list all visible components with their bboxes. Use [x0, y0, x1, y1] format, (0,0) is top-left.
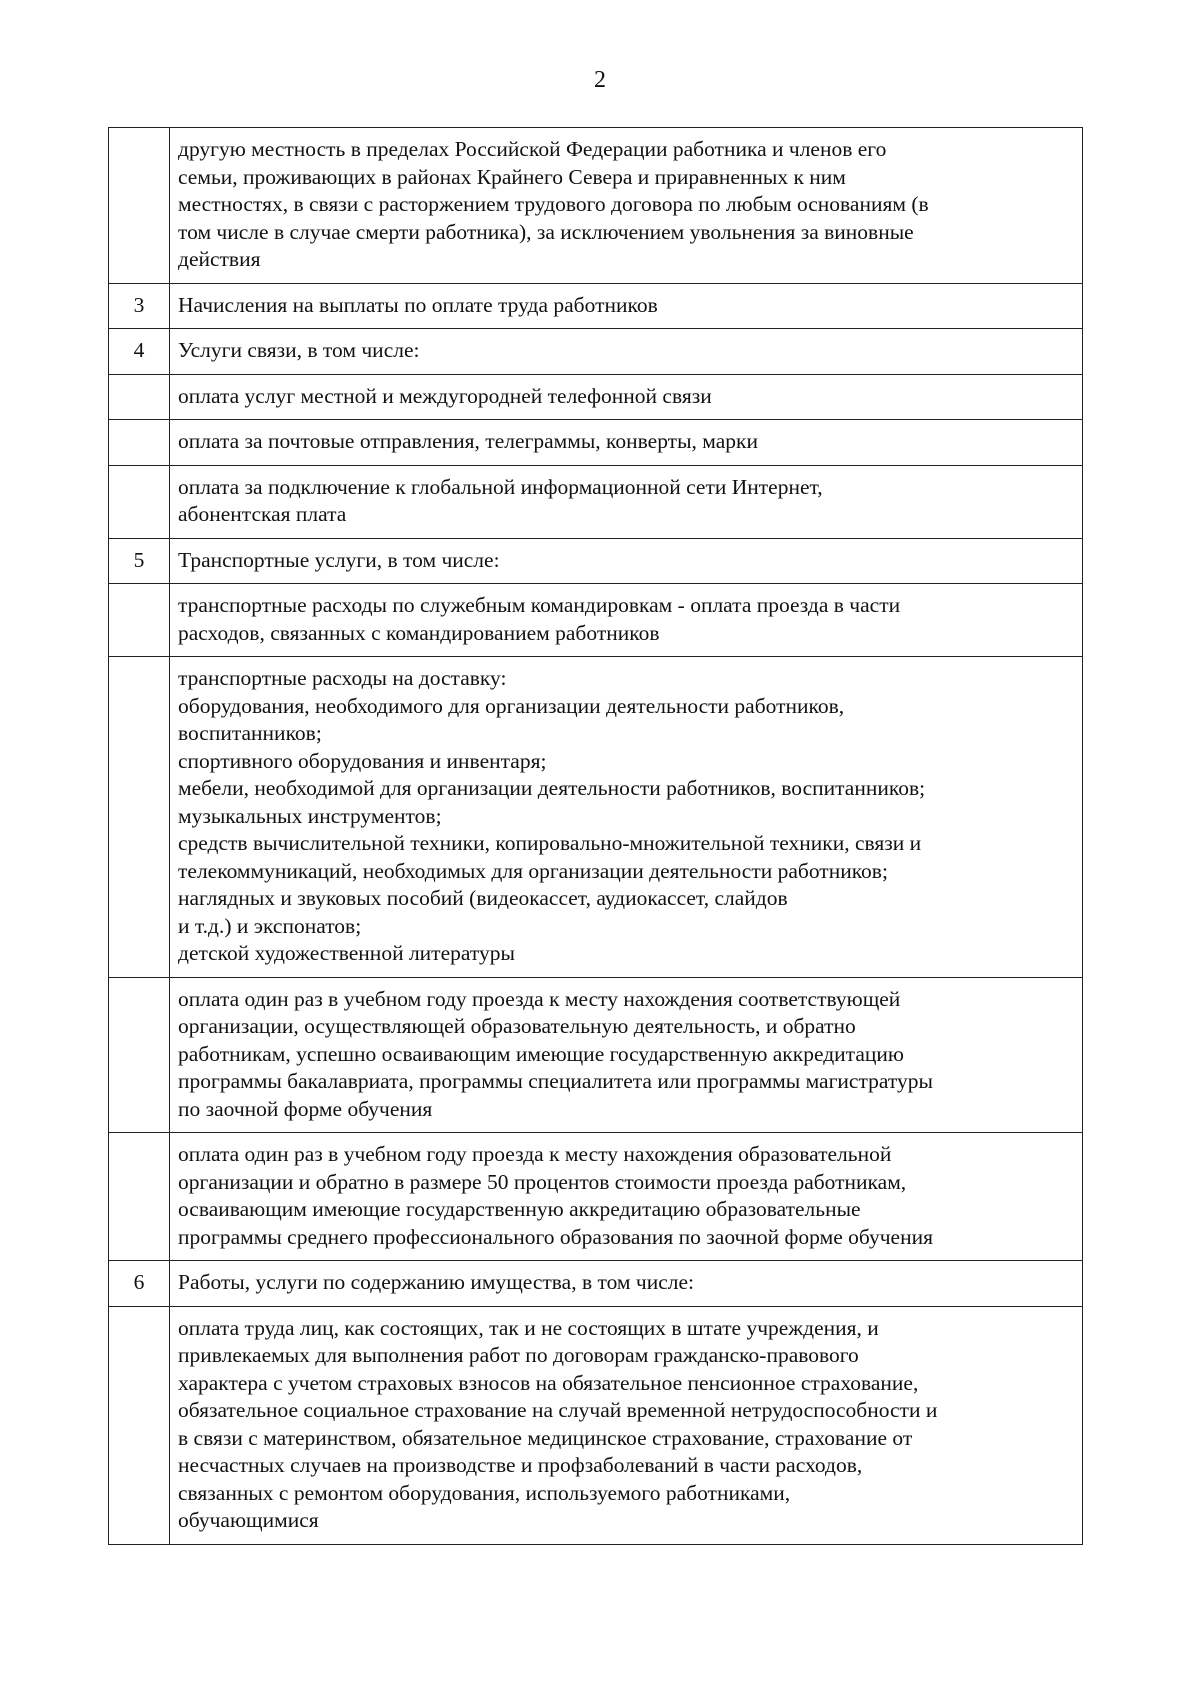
table-row [109, 584, 1083, 657]
table-row [109, 1261, 1083, 1307]
row-number [109, 465, 170, 538]
row-number: 6 [109, 1261, 170, 1307]
page-number: 2 [594, 67, 606, 93]
table-row [109, 538, 1083, 584]
table-row [109, 420, 1083, 466]
row-number [109, 374, 170, 420]
row-number: 5 [109, 538, 170, 584]
table-row [109, 465, 1083, 538]
row-text: Работы, услуги по содержанию имущества, в том числе: [170, 1261, 1083, 1307]
row-text: Транспортные услуги, в том числе: [170, 538, 1083, 584]
row-number [109, 128, 170, 284]
row-text: транспортные расходы на доставку: оборудования, необходимого для организации деятельности работников, воспитанников; спортивного оборудования и инвентаря; мебели, необходимой для организации деятельности работников, воспитанников; музыкальных инструментов; средств вычислительной техники, копировально-множительной техники, связи и телекоммуникаций, необходимых для организации деятельности работников; наглядных и звуковых пособий (видеокассет, аудиокассет, слайдов и т.д.) и экспонатов; детской художественной литературы [170, 657, 1083, 978]
row-number [109, 1133, 170, 1261]
table-row [109, 977, 1083, 1133]
row-text: оплата один раз в учебном году проезда к месту нахождения образовательной организации и обратно в размере 50 процентов стоимости проезда работникам, осваивающим имеющие государственную аккредитацию образовательные программы среднего профессионального образования по заочной форме обучения [170, 1133, 1083, 1261]
row-number [109, 1306, 170, 1544]
table-row [109, 1133, 1083, 1261]
row-text: оплата за почтовые отправления, телеграммы, конверты, марки [170, 420, 1083, 466]
row-number [109, 584, 170, 657]
row-number [109, 657, 170, 978]
row-text: другую местность в пределах Российской Федерации работника и членов его семьи, проживающих в районах Крайнего Севера и приравненных к ним местностях, в связи с расторжением трудового договора по любым основаниям (в том числе в случае смерти работника), за исключением увольнения за виновные действия [170, 128, 1083, 284]
row-text: Начисления на выплаты по оплате труда работников [170, 283, 1083, 329]
table-row [109, 374, 1083, 420]
row-text: оплата один раз в учебном году проезда к месту нахождения соответствующей организации, осуществляющей образовательную деятельность, и обратно работникам, успешно осваивающим имеющие государственную аккредитацию программы бакалавриата, программы специалитета или программы магистратуры по заочной форме обучения [170, 977, 1083, 1133]
row-number [109, 420, 170, 466]
expense-table [108, 127, 1083, 1545]
table-row [109, 657, 1083, 978]
table-row [109, 329, 1083, 375]
row-number: 4 [109, 329, 170, 375]
row-text: Услуги связи, в том числе: [170, 329, 1083, 375]
row-number [109, 977, 170, 1133]
row-text: оплата услуг местной и междугородней телефонной связи [170, 374, 1083, 420]
row-text: оплата за подключение к глобальной информационной сети Интернет, абонентская плата [170, 465, 1083, 538]
row-text: оплата труда лиц, как состоящих, так и не состоящих в штате учреждения, и привлекаемых для выполнения работ по договорам гражданско-правового характера с учетом страховых взносов на обязательное пенсионное страхование, обязательное социальное страхование на случай временной нетрудоспособности и в связи с материнством, обязательное медицинское страхование, страхование от несчастных случаев на производстве и профзаболеваний в части расходов, связанных с ремонтом оборудования, используемого работниками, обучающимися [170, 1306, 1083, 1544]
table-row [109, 128, 1083, 284]
table-row [109, 283, 1083, 329]
table-row [109, 1306, 1083, 1544]
row-number: 3 [109, 283, 170, 329]
row-text: транспортные расходы по служебным командировкам - оплата проезда в части расходов, связанных с командированием работников [170, 584, 1083, 657]
